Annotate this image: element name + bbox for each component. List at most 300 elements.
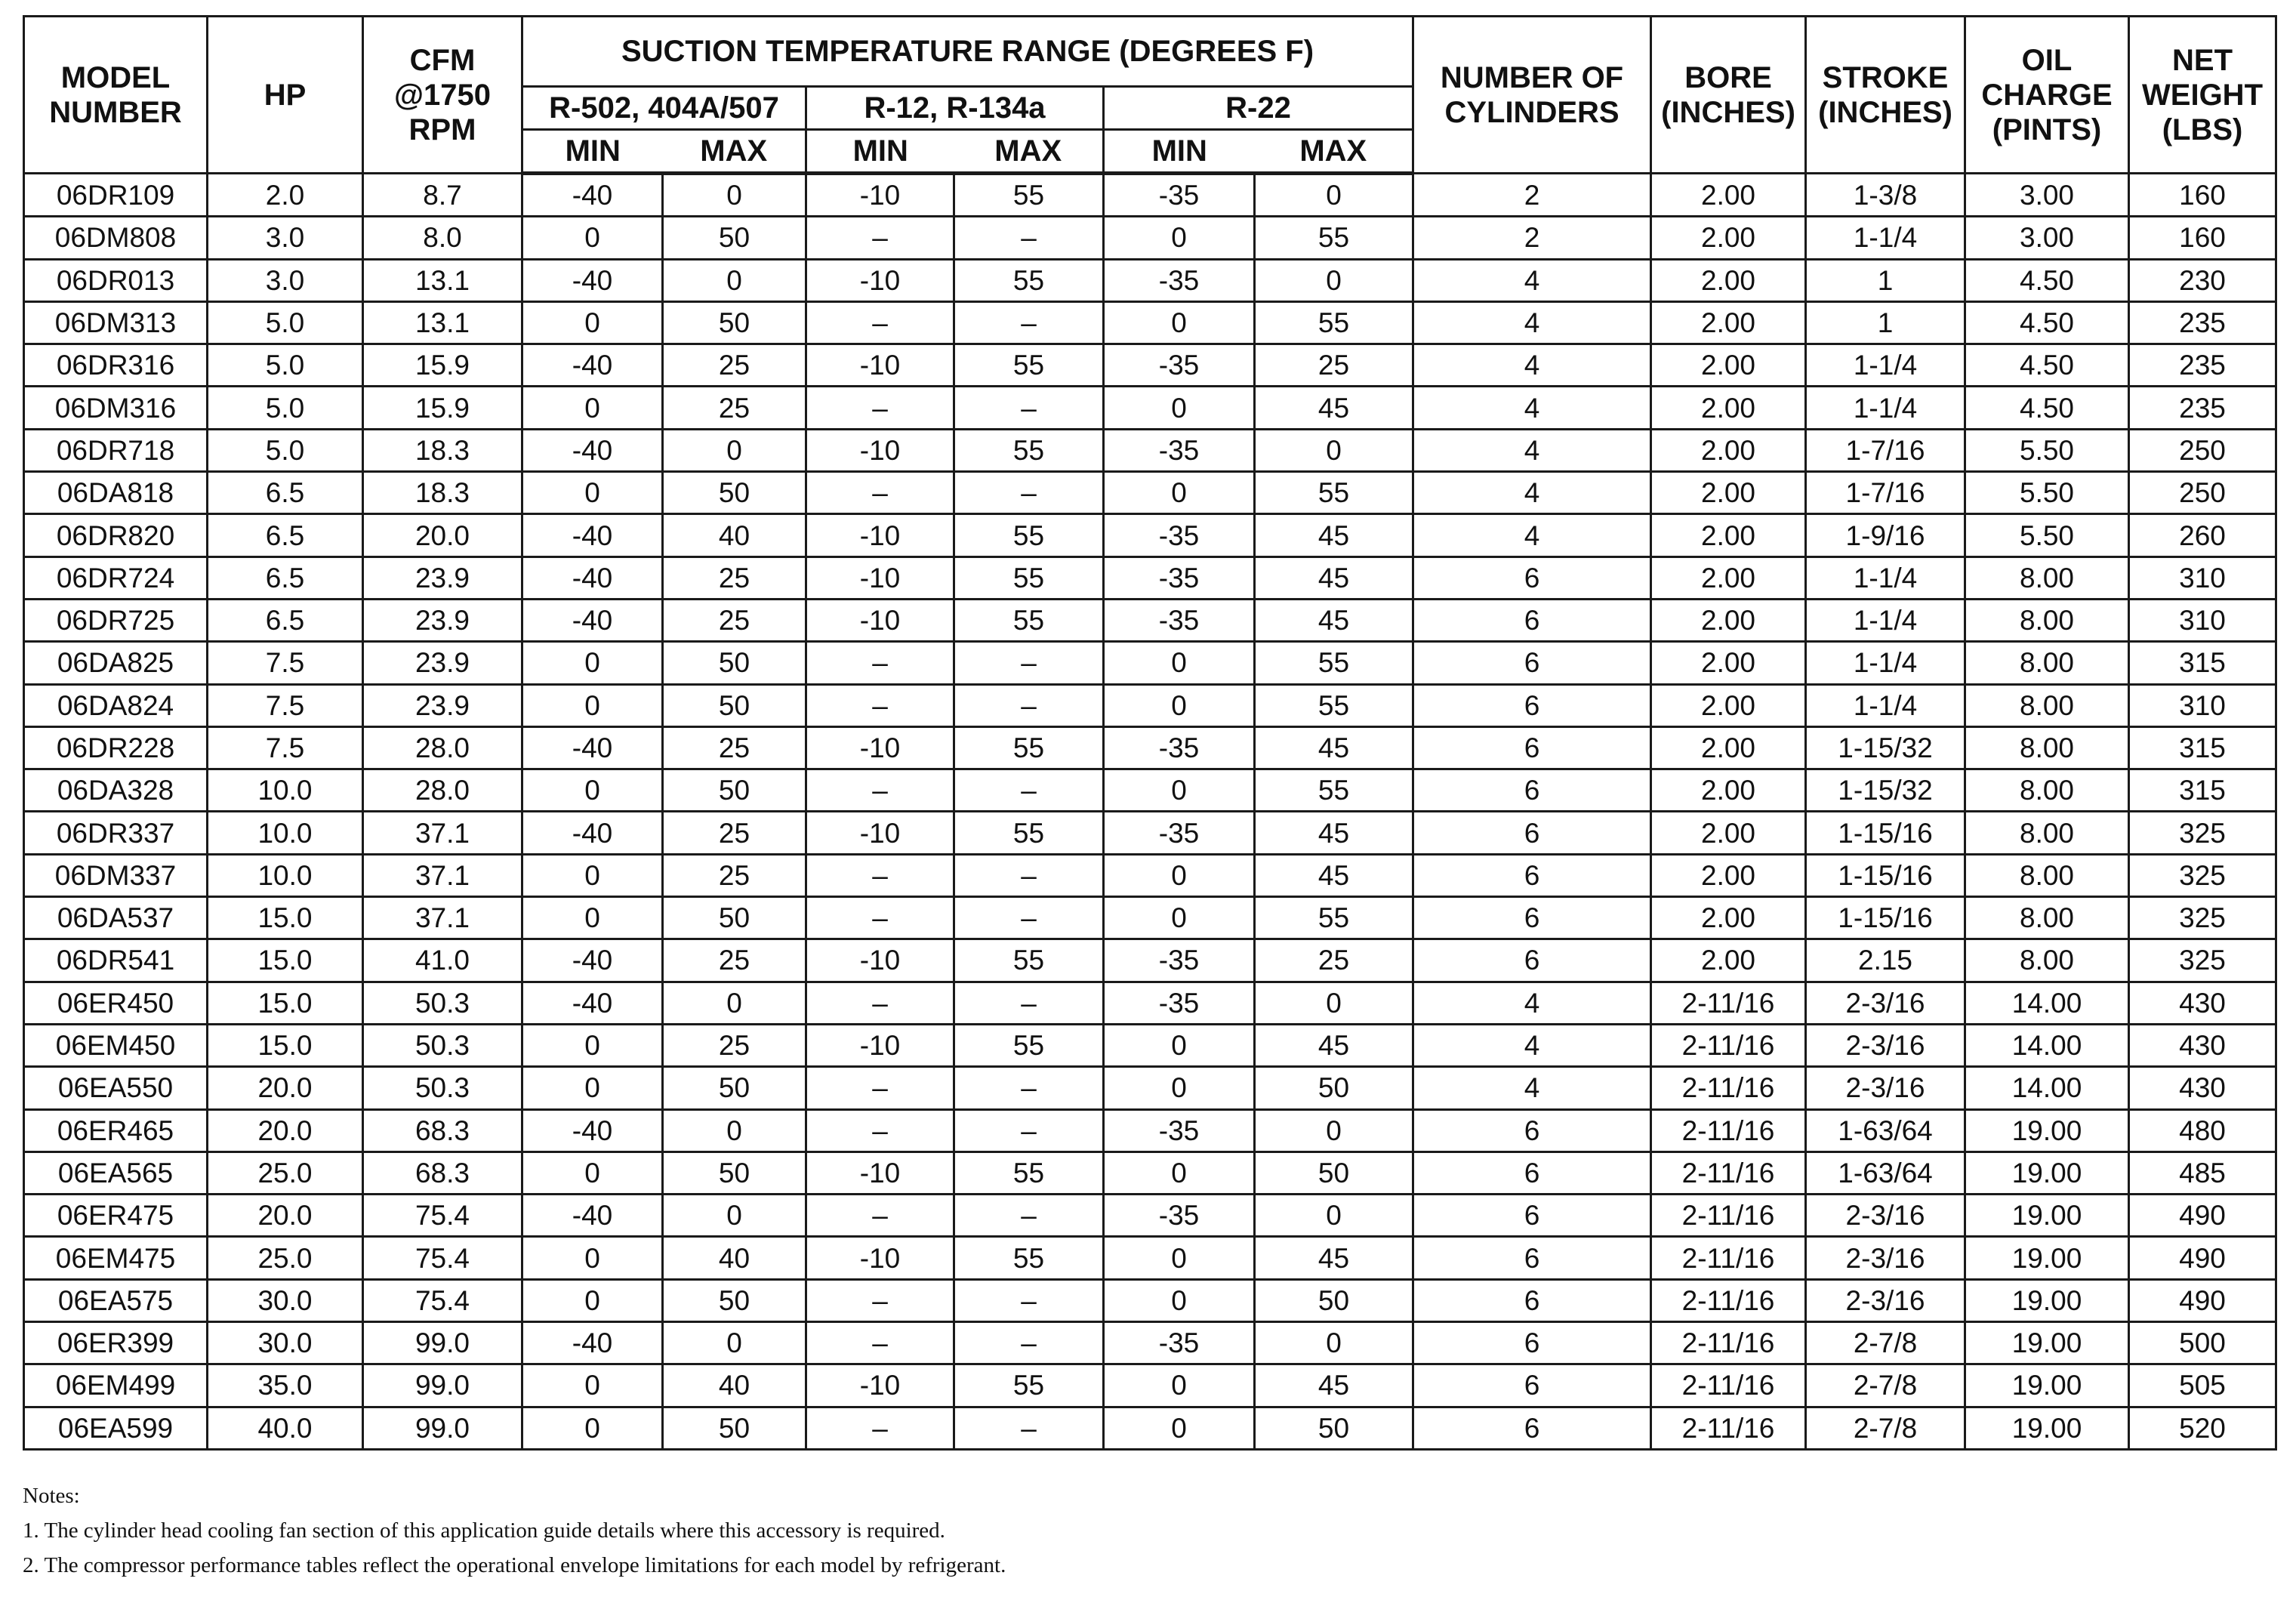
cell-bore: 2.00 (1651, 812, 1806, 854)
cell-stroke: 1-7/16 (1806, 429, 1965, 471)
cell-stroke: 1 (1806, 259, 1965, 301)
cell-hp: 6.5 (208, 514, 363, 556)
cell-cylinders: 6 (1413, 1322, 1651, 1364)
cell-r12-max: 55 (954, 599, 1104, 641)
cell-r502-max: 0 (663, 259, 806, 301)
cell-r12-min: -10 (806, 174, 954, 217)
cell-r22-min: -35 (1104, 344, 1255, 387)
cell-cylinders: 6 (1413, 854, 1651, 896)
cell-cfm: 50.3 (363, 982, 522, 1024)
cell-bore: 2.00 (1651, 769, 1806, 812)
cell-r22-min: -35 (1104, 1195, 1255, 1237)
cell-bore: 2.00 (1651, 684, 1806, 726)
header-suction-temperature-range: SUCTION TEMPERATURE RANGE (DEGREES F) (522, 17, 1413, 87)
cell-bore: 2.00 (1651, 854, 1806, 896)
cell-bore: 2.00 (1651, 429, 1806, 471)
cell-cfm: 75.4 (363, 1195, 522, 1237)
cell-r502-min: 0 (522, 897, 663, 939)
cell-cylinders: 4 (1413, 301, 1651, 344)
cell-r22-max: 55 (1255, 642, 1413, 684)
cell-r22-max: 25 (1255, 939, 1413, 982)
cell-r12-max: 55 (954, 174, 1104, 217)
cell-r22-max: 45 (1255, 726, 1413, 769)
cell-r502-max: 0 (663, 429, 806, 471)
table-row (24, 1407, 2276, 1449)
cell-r502-max: 25 (663, 1024, 806, 1066)
cell-oil-charge: 5.50 (1965, 514, 2129, 556)
cell-r22-min: 0 (1104, 897, 1255, 939)
cell-model-number: 06DM337 (24, 854, 208, 896)
cell-model-number: 06DM316 (24, 387, 208, 429)
cell-r22-min: -35 (1104, 429, 1255, 471)
cell-r502-max: 0 (663, 1109, 806, 1152)
header-oil-charge (1965, 17, 2129, 174)
cell-hp: 15.0 (208, 897, 363, 939)
cell-r502-min: -40 (522, 174, 663, 217)
cell-cylinders: 6 (1413, 1279, 1651, 1321)
cell-r12-max: – (954, 982, 1104, 1024)
cell-r502-max: 50 (663, 1407, 806, 1449)
cell-model-number: 06DM808 (24, 217, 208, 259)
cell-oil-charge: 8.00 (1965, 726, 2129, 769)
cell-r22-max: 50 (1255, 1067, 1413, 1109)
cell-model-number: 06ER465 (24, 1109, 208, 1152)
cell-oil-charge: 8.00 (1965, 769, 2129, 812)
cell-r502-max: 50 (663, 1279, 806, 1321)
cell-net-weight: 520 (2129, 1407, 2276, 1449)
table-row (24, 1067, 2276, 1109)
cell-r502-min: -40 (522, 556, 663, 599)
cell-oil-charge: 8.00 (1965, 812, 2129, 854)
cell-cfm: 37.1 (363, 897, 522, 939)
cell-r12-max: 55 (954, 344, 1104, 387)
cell-r502-min: 0 (522, 301, 663, 344)
cell-r22-max: 45 (1255, 854, 1413, 896)
header-net-weight-line2: WEIGHT (2142, 78, 2263, 112)
cell-r22-min: 0 (1104, 684, 1255, 726)
cell-bore: 2.00 (1651, 259, 1806, 301)
cell-r12-min: -10 (806, 1364, 954, 1407)
cell-cfm: 68.3 (363, 1152, 522, 1194)
header-cfm-line2: @1750 (394, 78, 491, 112)
header-r22-max: MAX (1255, 130, 1413, 174)
cell-r502-min: 0 (522, 1152, 663, 1194)
cell-net-weight: 490 (2129, 1237, 2276, 1279)
cell-cfm: 50.3 (363, 1067, 522, 1109)
cell-bore: 2.00 (1651, 217, 1806, 259)
cell-cylinders: 6 (1413, 812, 1651, 854)
cell-oil-charge: 8.00 (1965, 556, 2129, 599)
cell-model-number: 06DR724 (24, 556, 208, 599)
cell-r12-max: 55 (954, 556, 1104, 599)
cell-r502-min: 0 (522, 684, 663, 726)
cell-r502-min: -40 (522, 514, 663, 556)
cell-stroke: 2-7/8 (1806, 1322, 1965, 1364)
cell-stroke: 1-63/64 (1806, 1109, 1965, 1152)
header-bore-line2: (INCHES) (1661, 95, 1795, 129)
cell-hp: 7.5 (208, 726, 363, 769)
cell-r22-max: 55 (1255, 769, 1413, 812)
cell-r502-min: 0 (522, 1279, 663, 1321)
cell-oil-charge: 19.00 (1965, 1109, 2129, 1152)
cell-r22-min: 0 (1104, 472, 1255, 514)
cell-stroke: 2-3/16 (1806, 982, 1965, 1024)
cell-stroke: 1-1/4 (1806, 556, 1965, 599)
cell-cfm: 23.9 (363, 684, 522, 726)
cell-r502-min: -40 (522, 982, 663, 1024)
table-row (24, 1237, 2276, 1279)
cell-cfm: 8.0 (363, 217, 522, 259)
cell-cfm: 75.4 (363, 1237, 522, 1279)
cell-oil-charge: 8.00 (1965, 642, 2129, 684)
header-model-number (24, 17, 208, 174)
header-stroke-line2: (INCHES) (1818, 95, 1952, 129)
cell-r22-min: 0 (1104, 301, 1255, 344)
cell-hp: 5.0 (208, 387, 363, 429)
cell-r22-max: 55 (1255, 684, 1413, 726)
table-row (24, 556, 2276, 599)
cell-bore: 2.00 (1651, 897, 1806, 939)
cell-r502-max: 25 (663, 556, 806, 599)
cell-net-weight: 250 (2129, 429, 2276, 471)
cell-hp: 20.0 (208, 1109, 363, 1152)
cell-oil-charge: 5.50 (1965, 429, 2129, 471)
cell-bore: 2.00 (1651, 556, 1806, 599)
cell-cfm: 99.0 (363, 1364, 522, 1407)
cell-hp: 10.0 (208, 854, 363, 896)
cell-cfm: 20.0 (363, 514, 522, 556)
cell-model-number: 06DR541 (24, 939, 208, 982)
cell-bore: 2-11/16 (1651, 982, 1806, 1024)
cell-r12-max: 55 (954, 1237, 1104, 1279)
cell-hp: 6.5 (208, 599, 363, 641)
cell-r22-max: 55 (1255, 217, 1413, 259)
cell-cfm: 68.3 (363, 1109, 522, 1152)
cell-stroke: 2-3/16 (1806, 1195, 1965, 1237)
table-row (24, 301, 2276, 344)
cell-bore: 2-11/16 (1651, 1279, 1806, 1321)
cell-r12-max: 55 (954, 726, 1104, 769)
cell-cylinders: 4 (1413, 387, 1651, 429)
cell-r22-min: 0 (1104, 1237, 1255, 1279)
cell-r22-min: 0 (1104, 1407, 1255, 1449)
cell-cfm: 37.1 (363, 812, 522, 854)
cell-r22-max: 55 (1255, 897, 1413, 939)
cell-r12-min: -10 (806, 939, 954, 982)
cell-r22-max: 0 (1255, 982, 1413, 1024)
cell-net-weight: 315 (2129, 726, 2276, 769)
cell-stroke: 1-3/8 (1806, 174, 1965, 217)
cell-oil-charge: 4.50 (1965, 259, 2129, 301)
cell-hp: 35.0 (208, 1364, 363, 1407)
cell-net-weight: 230 (2129, 259, 2276, 301)
cell-cylinders: 4 (1413, 1024, 1651, 1066)
cell-r502-max: 50 (663, 301, 806, 344)
cell-r22-max: 45 (1255, 1237, 1413, 1279)
cell-r502-min: 0 (522, 1407, 663, 1449)
cell-r22-max: 0 (1255, 259, 1413, 301)
cell-oil-charge: 14.00 (1965, 1024, 2129, 1066)
cell-cylinders: 4 (1413, 472, 1651, 514)
cell-bore: 2.00 (1651, 344, 1806, 387)
cell-r12-max: – (954, 1322, 1104, 1364)
note-item-1: 1. The cylinder head cooling fan section of this application guide details where this accessory is required. (23, 1518, 945, 1543)
cell-model-number: 06DA328 (24, 769, 208, 812)
cell-r502-min: -40 (522, 429, 663, 471)
table-row (24, 939, 2276, 982)
cell-bore: 2-11/16 (1651, 1024, 1806, 1066)
cell-oil-charge: 8.00 (1965, 939, 2129, 982)
compressor-spec-table (23, 15, 2277, 1451)
cell-stroke: 2-7/8 (1806, 1364, 1965, 1407)
cell-r502-min: -40 (522, 939, 663, 982)
cell-r22-min: 0 (1104, 854, 1255, 896)
cell-r22-min: 0 (1104, 1024, 1255, 1066)
cell-r12-max: 55 (954, 939, 1104, 982)
table-row (24, 217, 2276, 259)
cell-r12-max: – (954, 642, 1104, 684)
table-row (24, 982, 2276, 1024)
header-r502-min: MIN (522, 130, 663, 174)
cell-r502-max: 25 (663, 726, 806, 769)
cell-r12-min: – (806, 1322, 954, 1364)
table-row (24, 1024, 2276, 1066)
cell-r12-max: 55 (954, 1024, 1104, 1066)
note-item-2: 2. The compressor performance tables reflect the operational envelope limitations for each model by refrigerant. (23, 1553, 1006, 1577)
table-row (24, 1279, 2276, 1321)
cell-model-number: 06DA537 (24, 897, 208, 939)
cell-hp: 3.0 (208, 217, 363, 259)
header-cfm (363, 17, 522, 174)
cell-stroke: 1-15/16 (1806, 812, 1965, 854)
cell-r502-max: 40 (663, 514, 806, 556)
cell-cylinders: 4 (1413, 514, 1651, 556)
cell-r22-max: 0 (1255, 1109, 1413, 1152)
cell-r22-min: -35 (1104, 982, 1255, 1024)
header-r22-min: MIN (1104, 130, 1255, 174)
cell-cylinders: 6 (1413, 1195, 1651, 1237)
cell-cfm: 99.0 (363, 1322, 522, 1364)
cell-r502-min: 0 (522, 854, 663, 896)
cell-r22-max: 0 (1255, 1195, 1413, 1237)
cell-stroke: 1-15/32 (1806, 726, 1965, 769)
cell-r502-max: 25 (663, 939, 806, 982)
cell-model-number: 06EA599 (24, 1407, 208, 1449)
cell-cfm: 13.1 (363, 301, 522, 344)
cell-model-number: 06EA575 (24, 1279, 208, 1321)
cell-model-number: 06DR013 (24, 259, 208, 301)
cell-net-weight: 480 (2129, 1109, 2276, 1152)
cell-r12-max: 55 (954, 514, 1104, 556)
cell-cfm: 15.9 (363, 344, 522, 387)
cell-r22-max: 0 (1255, 429, 1413, 471)
table-row (24, 429, 2276, 471)
cell-r502-min: 0 (522, 769, 663, 812)
cell-model-number: 06DA818 (24, 472, 208, 514)
cell-cylinders: 6 (1413, 642, 1651, 684)
cell-oil-charge: 5.50 (1965, 472, 2129, 514)
cell-model-number: 06ER475 (24, 1195, 208, 1237)
cell-r12-max: – (954, 217, 1104, 259)
cell-stroke: 1-9/16 (1806, 514, 1965, 556)
cell-r22-min: 0 (1104, 217, 1255, 259)
cell-cylinders: 6 (1413, 1237, 1651, 1279)
cell-r12-min: – (806, 897, 954, 939)
cell-model-number: 06DR228 (24, 726, 208, 769)
cell-r502-min: -40 (522, 599, 663, 641)
cell-r12-max: – (954, 854, 1104, 896)
header-net-weight (2129, 17, 2276, 174)
cell-r502-max: 50 (663, 217, 806, 259)
cell-r502-max: 50 (663, 684, 806, 726)
table-row (24, 344, 2276, 387)
table-row (24, 514, 2276, 556)
cell-model-number: 06ER450 (24, 982, 208, 1024)
cell-stroke: 1-1/4 (1806, 344, 1965, 387)
cell-stroke: 1-1/4 (1806, 387, 1965, 429)
cell-net-weight: 310 (2129, 556, 2276, 599)
cell-r22-max: 0 (1255, 174, 1413, 217)
table-row (24, 684, 2276, 726)
table-row (24, 897, 2276, 939)
cell-model-number: 06ER399 (24, 1322, 208, 1364)
cell-net-weight: 490 (2129, 1195, 2276, 1237)
header-r502-max: MAX (663, 130, 806, 174)
cell-r502-min: -40 (522, 1109, 663, 1152)
header-model-number-line2: NUMBER (49, 95, 182, 129)
header-hp: HP (208, 17, 363, 174)
header-net-weight-line3: (LBS) (2162, 113, 2243, 146)
cell-r12-min: – (806, 472, 954, 514)
cell-r22-min: -35 (1104, 1322, 1255, 1364)
notes-section (23, 1478, 1006, 1583)
cell-net-weight: 500 (2129, 1322, 2276, 1364)
table-body (24, 174, 2276, 1450)
cell-hp: 5.0 (208, 344, 363, 387)
cell-r22-min: 0 (1104, 387, 1255, 429)
cell-r502-max: 50 (663, 897, 806, 939)
header-stroke (1806, 17, 1965, 174)
cell-stroke: 2-3/16 (1806, 1024, 1965, 1066)
cell-r502-max: 25 (663, 344, 806, 387)
cell-model-number: 06DR718 (24, 429, 208, 471)
cell-r12-min: – (806, 1067, 954, 1109)
cell-stroke: 1-7/16 (1806, 472, 1965, 514)
cell-stroke: 2-3/16 (1806, 1237, 1965, 1279)
cell-stroke: 1-1/4 (1806, 684, 1965, 726)
cell-oil-charge: 19.00 (1965, 1152, 2129, 1194)
cell-hp: 5.0 (208, 429, 363, 471)
header-bore (1651, 17, 1806, 174)
cell-r502-max: 25 (663, 599, 806, 641)
cell-bore: 2.00 (1651, 599, 1806, 641)
cell-hp: 20.0 (208, 1195, 363, 1237)
cell-stroke: 1 (1806, 301, 1965, 344)
cell-r502-max: 25 (663, 812, 806, 854)
cell-r22-min: -35 (1104, 259, 1255, 301)
cell-net-weight: 315 (2129, 769, 2276, 812)
cell-stroke: 1-63/64 (1806, 1152, 1965, 1194)
cell-r22-min: 0 (1104, 642, 1255, 684)
cell-model-number: 06DM313 (24, 301, 208, 344)
cell-r12-max: 55 (954, 1364, 1104, 1407)
cell-oil-charge: 4.50 (1965, 387, 2129, 429)
header-oil-charge-line1: OIL (2021, 43, 2073, 77)
cell-r502-max: 50 (663, 642, 806, 684)
table-row (24, 599, 2276, 641)
cell-r12-max: 55 (954, 259, 1104, 301)
cell-r12-min: -10 (806, 259, 954, 301)
cell-oil-charge: 19.00 (1965, 1237, 2129, 1279)
cell-r22-max: 0 (1255, 1322, 1413, 1364)
header-stroke-line1: STROKE (1822, 60, 1949, 94)
cell-model-number: 06DR820 (24, 514, 208, 556)
cell-cylinders: 6 (1413, 556, 1651, 599)
table-header (24, 17, 2276, 174)
cell-r502-max: 0 (663, 982, 806, 1024)
table-row (24, 642, 2276, 684)
cell-r502-max: 0 (663, 1195, 806, 1237)
cell-model-number: 06EA565 (24, 1152, 208, 1194)
cell-net-weight: 430 (2129, 982, 2276, 1024)
cell-r12-min: – (806, 684, 954, 726)
cell-r502-max: 50 (663, 1152, 806, 1194)
cell-stroke: 2-7/8 (1806, 1407, 1965, 1449)
table-row (24, 1152, 2276, 1194)
cell-bore: 2.00 (1651, 387, 1806, 429)
cell-r22-min: -35 (1104, 514, 1255, 556)
cell-oil-charge: 19.00 (1965, 1407, 2129, 1449)
cell-r502-min: 0 (522, 1067, 663, 1109)
cell-r22-max: 50 (1255, 1407, 1413, 1449)
cell-hp: 3.0 (208, 259, 363, 301)
cell-bore: 2-11/16 (1651, 1195, 1806, 1237)
cell-bore: 2-11/16 (1651, 1364, 1806, 1407)
header-oil-charge-line2: CHARGE (1981, 78, 2113, 112)
cell-r12-min: – (806, 1279, 954, 1321)
cell-cfm: 23.9 (363, 556, 522, 599)
table-row (24, 259, 2276, 301)
cell-net-weight: 250 (2129, 472, 2276, 514)
cell-hp: 30.0 (208, 1279, 363, 1321)
cell-r22-min: -35 (1104, 726, 1255, 769)
header-refrigerant-r502-group: R-502, 404A/507 (522, 87, 806, 130)
cell-bore: 2.00 (1651, 174, 1806, 217)
cell-r12-min: -10 (806, 344, 954, 387)
cell-r12-min: -10 (806, 812, 954, 854)
cell-hp: 40.0 (208, 1407, 363, 1449)
compressor-spec-table-container (23, 15, 2275, 1451)
cell-r12-max: 55 (954, 1152, 1104, 1194)
cell-r22-min: -35 (1104, 812, 1255, 854)
cell-bore: 2-11/16 (1651, 1067, 1806, 1109)
cell-r502-min: -40 (522, 1195, 663, 1237)
cell-r22-max: 25 (1255, 344, 1413, 387)
cell-cylinders: 6 (1413, 1407, 1651, 1449)
cell-r22-max: 55 (1255, 301, 1413, 344)
cell-cfm: 13.1 (363, 259, 522, 301)
cell-oil-charge: 8.00 (1965, 897, 2129, 939)
cell-bore: 2.00 (1651, 939, 1806, 982)
header-cylinders-line2: CYLINDERS (1444, 95, 1620, 129)
cell-r502-max: 25 (663, 387, 806, 429)
header-number-of-cylinders (1413, 17, 1651, 174)
cell-hp: 5.0 (208, 301, 363, 344)
cell-oil-charge: 4.50 (1965, 301, 2129, 344)
cell-cylinders: 4 (1413, 1067, 1651, 1109)
cell-cylinders: 6 (1413, 599, 1651, 641)
cell-r502-min: 0 (522, 472, 663, 514)
